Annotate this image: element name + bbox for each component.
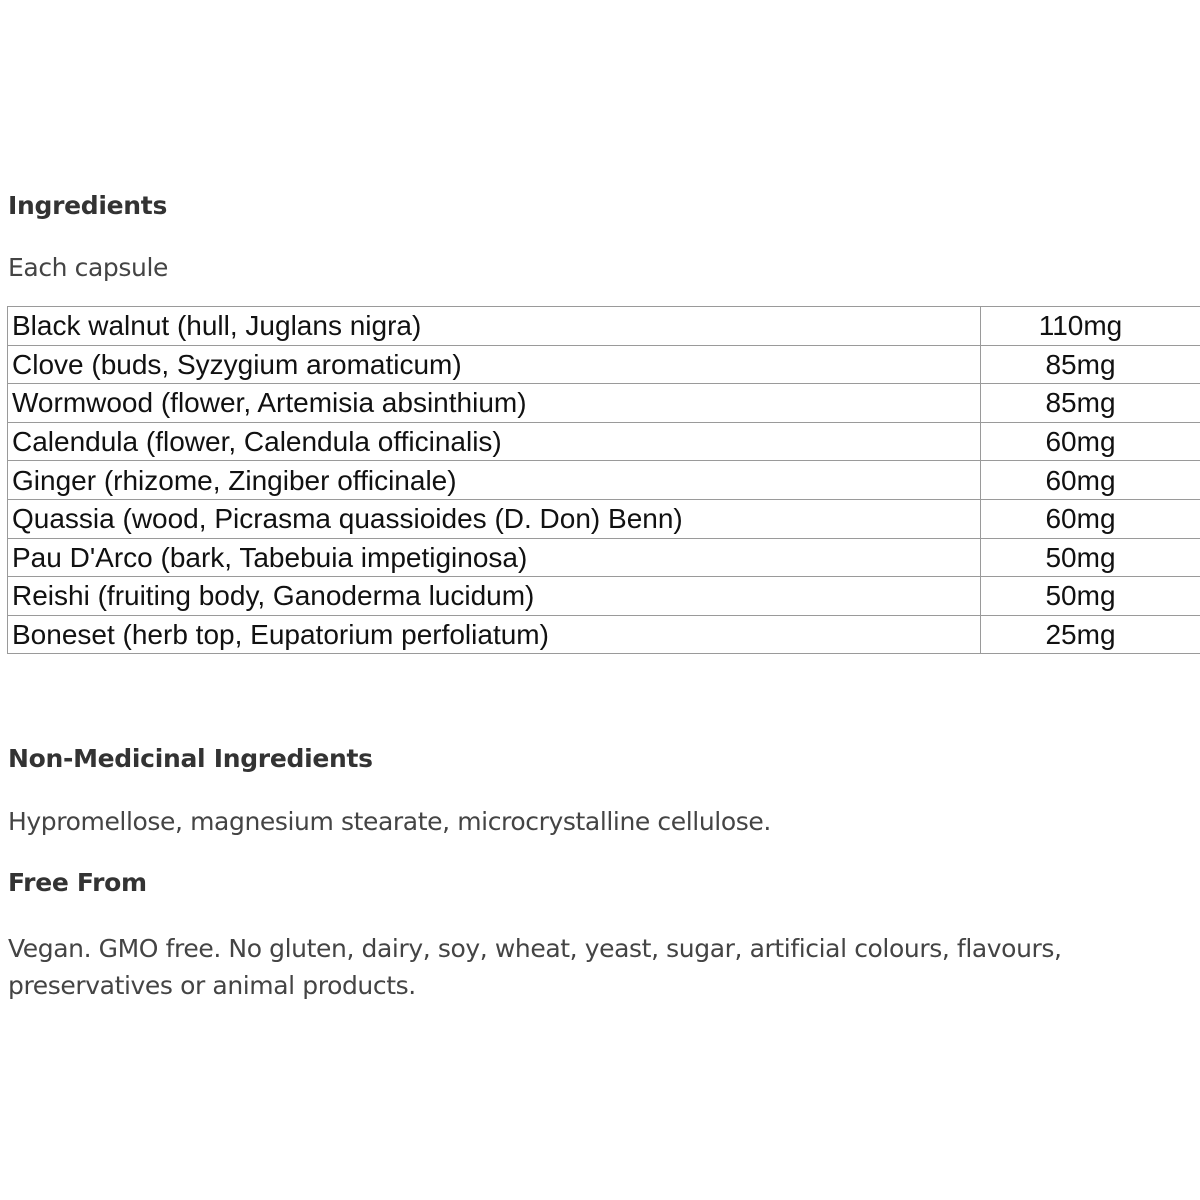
ingredients-table (7, 306, 1200, 654)
free-from-heading: Free From (8, 868, 147, 897)
serving-size-label: Each capsule (8, 253, 168, 282)
ingredient-name: Quassia (wood, Picrasma quassioides (D. Don) Benn) (8, 499, 981, 538)
table-row (8, 577, 1200, 616)
non-medicinal-heading: Non-Medicinal Ingredients (8, 744, 373, 773)
ingredient-amount: 50mg (981, 577, 1200, 616)
ingredients-heading: Ingredients (8, 191, 168, 220)
ingredient-amount: 60mg (981, 422, 1200, 461)
table-row (8, 538, 1200, 577)
ingredient-name: Ginger (rhizome, Zingiber officinale) (8, 461, 981, 500)
table-row (8, 461, 1200, 500)
table-row (8, 615, 1200, 654)
ingredient-name: Boneset (herb top, Eupatorium perfoliatum) (8, 615, 981, 654)
table-row (8, 307, 1200, 346)
ingredient-name: Pau D'Arco (bark, Tabebuia impetiginosa) (8, 538, 981, 577)
non-medicinal-text: Hypromellose, magnesium stearate, microcrystalline cellulose. (8, 807, 771, 836)
ingredient-name: Black walnut (hull, Juglans nigra) (8, 307, 981, 346)
table-row (8, 422, 1200, 461)
free-from-text: Vegan. GMO free. No gluten, dairy, soy, wheat, yeast, sugar, artificial colours, flavours, preservatives or animal products. (8, 934, 1062, 1000)
table-row (8, 345, 1200, 384)
ingredient-amount: 110mg (981, 307, 1200, 346)
ingredient-name: Calendula (flower, Calendula officinalis) (8, 422, 981, 461)
ingredient-amount: 60mg (981, 499, 1200, 538)
ingredient-amount: 85mg (981, 345, 1200, 384)
table-row (8, 384, 1200, 423)
ingredient-amount: 60mg (981, 461, 1200, 500)
ingredient-amount: 25mg (981, 615, 1200, 654)
table-row (8, 499, 1200, 538)
ingredient-name: Clove (buds, Syzygium aromaticum) (8, 345, 981, 384)
ingredient-amount: 85mg (981, 384, 1200, 423)
ingredient-name: Reishi (fruiting body, Ganoderma lucidum) (8, 577, 981, 616)
ingredient-name: Wormwood (flower, Artemisia absinthium) (8, 384, 981, 423)
ingredient-amount: 50mg (981, 538, 1200, 577)
